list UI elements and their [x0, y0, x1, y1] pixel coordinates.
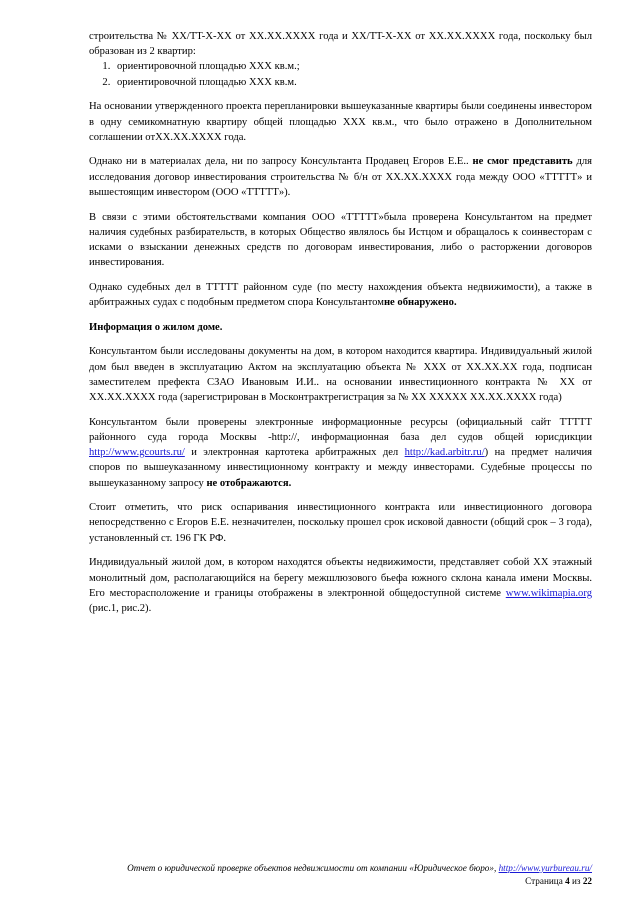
- text-span: Однако судебных дел в TTTTT районном суде (по месту нахождения объекта недвижимости), а также в арбитражных судах с подобным предметом спора Консультантом: [89, 281, 592, 309]
- paragraph-house-description: [89, 555, 592, 616]
- text-span: Индивидуальный жилой дом, в котором находятся объекты недвижимости, представляет собой XX этажный монолитный дом, располагающийся на берегу межшлюзового бьефа южного склона канала имени Москвы. Его месторасположение и границы отображены в электронной общедоступной системе: [89, 557, 592, 599]
- paragraph-house-documents: Консультантом были исследованы документы на дом, в котором находится квартира. Индивидуальный жилой дом был введен в эксплуатацию Актом на эксплуатацию объекта № XXX от XX.XX.XX года, подписан заместителем префекта СЗАО Ивановым И.И.. на основании инвестиционного контракта № XX от XX.XX.XXXX года (зарегистрирован в Москонтрактрегистрация за № XX XXXXX XX.XX.XXXX года): [89, 346, 592, 404]
- bold-text: не обнаружено.: [383, 297, 457, 309]
- footer-link[interactable]: http://www.yurbureau.ru/: [498, 863, 592, 873]
- page-of: из: [571, 876, 581, 886]
- text-span: и электронная картотека арбитражных дел: [184, 447, 405, 459]
- gcourts-link[interactable]: http://www.gcourts.ru/: [89, 447, 185, 459]
- section-heading-house: Информация о жилом доме.: [89, 321, 223, 333]
- page-label: Страница: [525, 876, 563, 886]
- page-current: 4: [565, 876, 570, 886]
- page-footer: [89, 862, 592, 888]
- text-span: для исследования договор инвестирования строительства № б/н от XX.XX.XXXX года между ООО «TTTTT» и вышестоящим инвестором (ООО «TTTTT»).: [89, 156, 592, 198]
- wikimapia-link[interactable]: www.wikimapia.org: [505, 587, 592, 599]
- paragraph-litigation-check: В связи с этими обстоятельствами компания ООО «TTTTT»была проверена Консультантом на предмет наличия судебных разбирательств, в которых Общество являлось бы Истцом и обращалось к соинвесторам с исками о взыскании денежных средств по договорам инвестирования, либо о расторжении договоров инвестирования.: [89, 211, 592, 269]
- document-body: [89, 29, 592, 626]
- bold-text: не отображаются.: [206, 477, 292, 489]
- bold-text: не смог представить: [472, 156, 573, 168]
- paragraph-continuation: строительства № XX/TT-X-XX от XX.XX.XXXX года и XX/TT-X-XX от XX.XX.XXXX года, поскольку был образован из 2 квартир:: [89, 31, 592, 58]
- paragraph-online-resources: [89, 415, 592, 491]
- text-span: (рис.1, рис.2).: [89, 603, 152, 614]
- page-number: [89, 875, 592, 888]
- paragraph-redevelopment: На основании утвержденного проекта перепланировки вышеуказанные квартиры были соединены инвестором в одну семикомнатную квартиру общей площадью XXX кв.м., что было отражено в Дополнительном соглашении отXX.XX.XXXX года.: [89, 101, 592, 143]
- paragraph-investment-contract: [89, 154, 592, 200]
- arbitr-link[interactable]: http://kad.arbitr.ru/: [404, 447, 485, 459]
- document-page: [89, 0, 592, 903]
- footer-report-line: [89, 862, 592, 875]
- list-item: 1. ориентировочной площадью XXX кв.м.;: [113, 59, 592, 74]
- footer-text: Отчет о юридической проверке объектов недвижимости от компании «Юридическое бюро»,: [127, 863, 499, 873]
- apartment-list: [89, 59, 592, 89]
- paragraph-court-cases: [89, 280, 592, 310]
- list-item: 2. ориентировочной площадью XXX кв.м.: [113, 75, 592, 90]
- text-span: Однако ни в материалах дела, ни по запросу Консультанта Продавец Егоров Е.Е..: [89, 156, 473, 168]
- text-span: ) на предмет наличия споров по вышеуказанному инвестиционному контракту и между инвесторами. Судебные процессы по вышеуказанному запросу: [89, 447, 592, 489]
- page-total: 22: [582, 876, 592, 886]
- text-span: Консультантом были проверены электронные информационные ресурсы (официальный сайт TTTTT районного суда города Москвы -http://, информационная база дел судов общей юрисдикции: [89, 416, 592, 443]
- paragraph-risk-note: Стоит отметить, что риск оспаривания инвестиционного контракта или инвестиционного договора непосредственно с Егоров Е.Е. незначителен, поскольку прошел срок исковой давности (общий срок – 3 года), установленный ст. 196 ГК РФ.: [89, 502, 592, 544]
